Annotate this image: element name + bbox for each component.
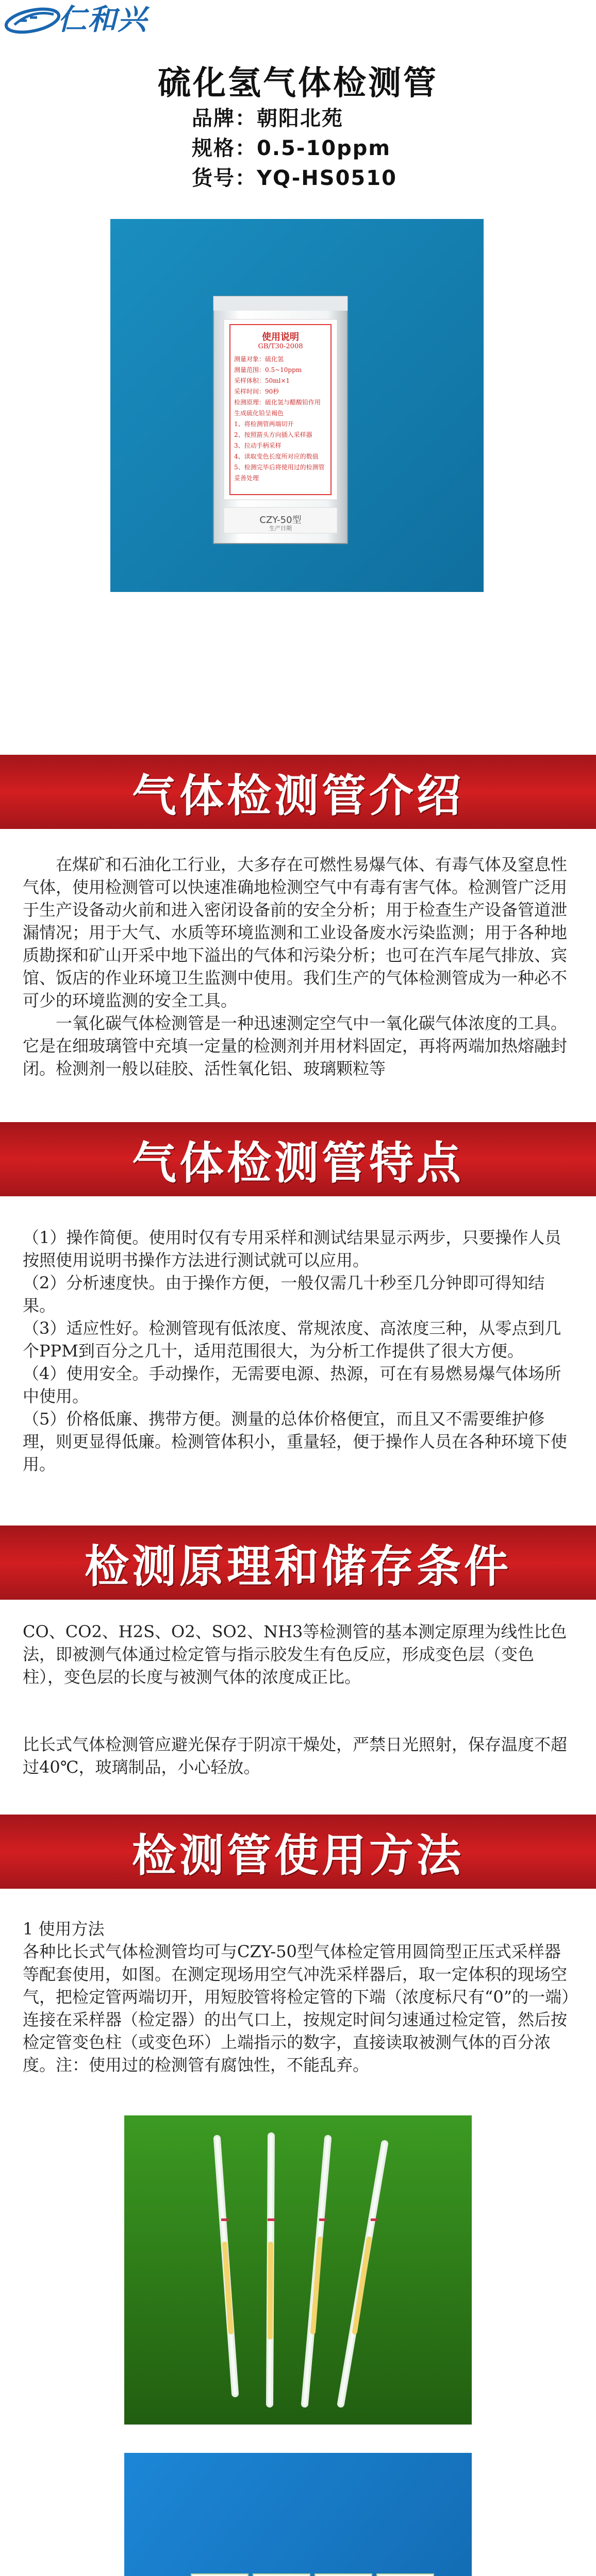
tubes-illustration xyxy=(124,2115,472,2425)
intro-text xyxy=(23,853,573,1080)
usage-paragraph: 各种比长式气体检测管均可与CZY-50型气体检定管用圆筒型正压式采样器等配套使用，如图。在测定现场用空气冲洗采样器后，取一定体积的现场空气，把检定管两端切开，用短胶管将检定管的下端（浓度标尺有“0”的一端）连接在采样器（检定器）的出气口上，按规定时间匀速通过检定管，然后按检定管变色柱（或变色环）上端指示的数字，直接读取被测气体的百分浓度。注：使用过的检测管有腐蚀性，不能乱弃。 xyxy=(23,1942,570,2075)
storage-text: 比长式气体检测管应避光保存于阴凉干燥处，严禁日光照射，保存温度不超过40℃，玻璃制品，小心轻放。 xyxy=(23,1735,568,1777)
feature-item: （3）适应性好。检测管现有低浓度、常规浓度、高浓度三种，从零点到几个PPM到百分之几十，适用范围很大，为分析工作提供了很大方便。 xyxy=(23,1318,561,1361)
features-text xyxy=(23,1226,573,1476)
usage-heading: 1 使用方法 xyxy=(23,1919,105,1939)
box-label-line: 5、检测完毕后将使用过的检测管 xyxy=(234,464,325,471)
intro-paragraph: 一氧化碳气体检测管是一种迅速测定空气中一氧化碳气体浓度的工具。它是在细玻璃管中充填一定量的检测剂并用材料固定，再将两端加热熔融封闭。检测剂一般以硅胶、活性氧化铝、玻璃颗粒等 xyxy=(23,1013,568,1078)
product-photo-box xyxy=(110,219,484,592)
box-label-line: 3、拉动手柄采样 xyxy=(234,442,282,449)
feature-item: （4）使用安全。手动操作，无需要电源、热源，可在有易燃易爆气体场所中使用。 xyxy=(23,1364,561,1406)
box-label-line: 测量范围：0.5~10ppm xyxy=(234,366,302,374)
product-spec: 规格：0.5-10ppm xyxy=(192,137,391,160)
section-banner-intro: 气体检测管介绍 xyxy=(0,755,596,829)
box-label-line: 生成硫化铅呈褐色 xyxy=(234,410,284,417)
feature-item: （1）操作简便。使用时仅有专用采样和测试结果显示两步，只要操作人员按照使用说明书操作方法进行测试就可以应用。 xyxy=(23,1228,561,1270)
box-label-title: 使用说明 xyxy=(262,332,299,343)
product-photo-tubes xyxy=(124,2115,472,2425)
section-banner-features: 气体检测管特点 xyxy=(0,1122,596,1196)
feature-item: （5）价格低廉、携带方便。测量的总体价格便宜，而且又不需要维护修理，则更显得低廉。检测管体积小，重量轻，便于操作人员在各种环境下使用。 xyxy=(23,1409,568,1474)
box-label-model: CZY-50型 xyxy=(259,515,302,526)
product-code: 货号：YQ-HS0510 xyxy=(192,166,397,190)
section-banner-usage: 检测管使用方法 xyxy=(0,1815,596,1889)
product-brand: 品牌：朝阳北苑 xyxy=(192,107,343,130)
box-label-line: 妥善处理 xyxy=(234,474,259,482)
box-label-line: 检测原理：硫化氢与醋酸铅作用 xyxy=(234,399,321,406)
product-photo-boxes xyxy=(124,2453,472,2576)
usage-text xyxy=(23,1918,573,2076)
boxes-illustration xyxy=(124,2453,472,2576)
box-label-line: 采样体积：50ml×1 xyxy=(234,377,290,384)
box-label-lines xyxy=(234,354,328,484)
box-label-line: 采样时间：90秒 xyxy=(234,388,279,395)
product-title: 硫化氢气体检测管 xyxy=(158,64,438,103)
box-label-line: 2、按照箭头方向插入采样器 xyxy=(234,431,312,438)
box-label-line: 4、读取变色长度所对应的数值 xyxy=(234,453,319,460)
logo-text: 仁和兴 xyxy=(58,3,147,37)
box-label-line: 测量对象：硫化氢 xyxy=(234,355,284,363)
feature-item: （2）分析速度快。由于操作方便，一般仅需几十秒至几分钟即可得知结果。 xyxy=(23,1273,545,1315)
section-banner-principle: 检测原理和储存条件 xyxy=(0,1526,596,1600)
brand-logo xyxy=(4,4,200,36)
logo-mark-icon xyxy=(4,7,61,34)
box-label-line: 1、将检测管两端切开 xyxy=(234,420,294,428)
box-label-standard: GB/T30-2008 xyxy=(258,343,303,350)
intro-paragraph: 在煤矿和石油化工行业，大多存在可燃性易爆气体、有毒气体及窒息性气体，使用检测管可以快速准确地检测空气中有毒有害气体。检测管广泛用于生产设备动火前和进入密闭设备前的安全分析；用于检查生产设备管道泄漏情况；用于大气、水质等环境监测和工业设备废水污染监测；用于各种地质勘探和矿山开采中地下溢出的气体和污染分析；也可在汽车尾气排放、宾馆、饭店的作业环境卫生监测中使用。我们生产的气体检测管成为一种必不可少的环境监测的安全工具。 xyxy=(23,855,568,1010)
box-label-footer: 生产日期 xyxy=(269,525,292,532)
principle-text: CO、CO2、H2S、O2、SO2、NH3等检测管的基本测定原理为线性比色法，即被测气体通过检定管与指示胶发生有色反应，形成变色层（变色柱），变色层的长度与被测气体的浓度成正比。 xyxy=(23,1622,567,1687)
